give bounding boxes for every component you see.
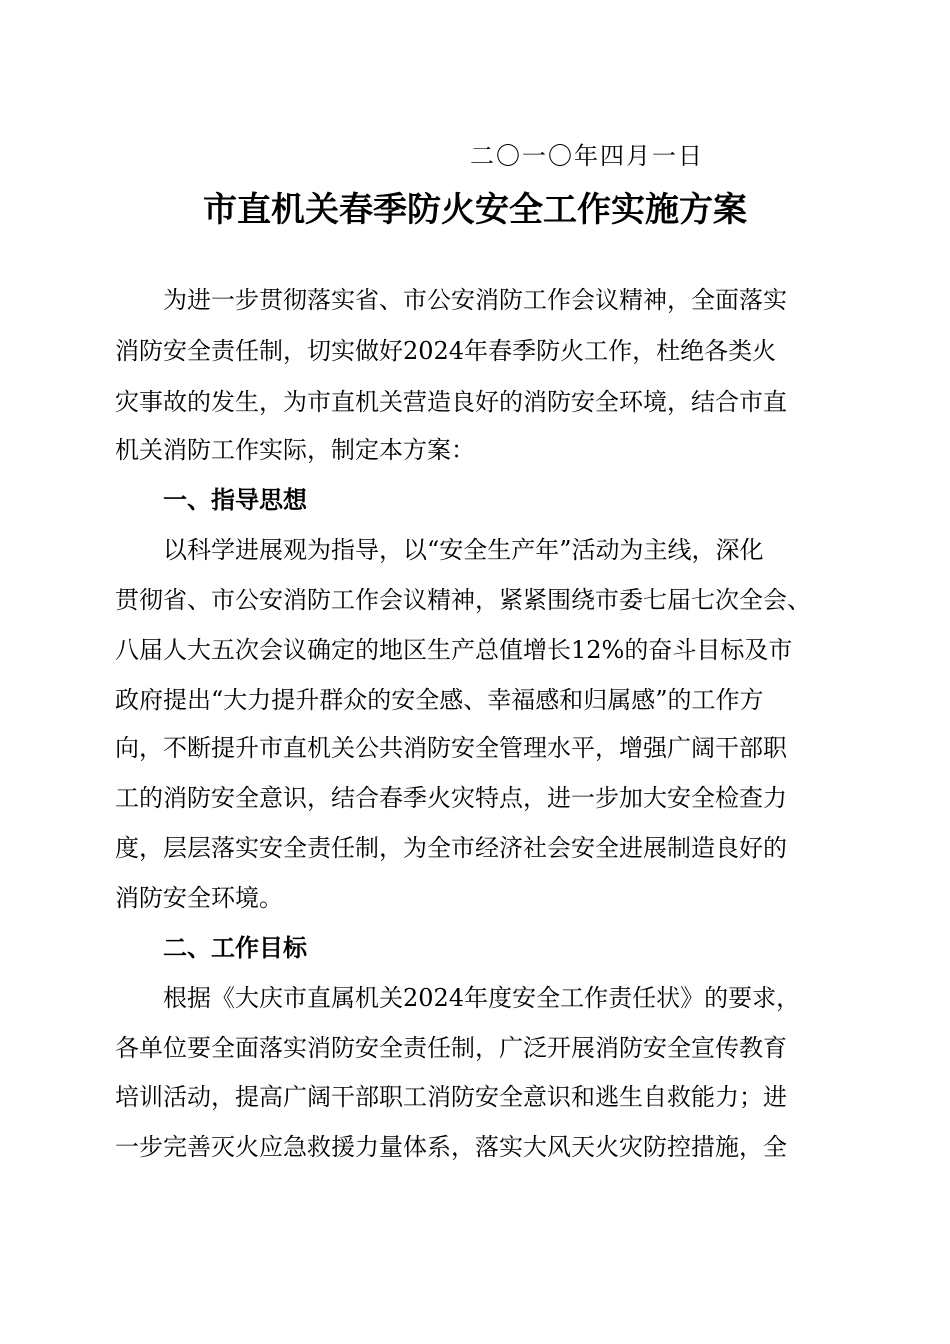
paragraph-line: 根据《大庆市直属机关2024年度安全工作责任状》的要求， [163, 984, 801, 1012]
paragraph-line: 度，层层落实安全责任制，为全市经济社会安全进展制造良好的 [115, 834, 787, 862]
paragraph-line: 以科学进展观为指导，以“安全生产年”活动为主线，深化 [163, 536, 764, 564]
section-heading: 二、工作目标 [163, 934, 307, 962]
paragraph-line: 为进一步贯彻落实省、市公安消防工作会议精神，全面落实 [163, 286, 787, 314]
paragraph-line: 消防安全责任制，切实做好2024年春季防火工作，杜绝各类火 [115, 337, 777, 365]
paragraph-line: 一步完善灭火应急救援力量体系，落实大风天火灾防控措施，全 [115, 1133, 787, 1161]
section-heading: 一、指导思想 [163, 486, 307, 514]
document-title: 市直机关春季防火安全工作实施方案 [203, 190, 747, 230]
document-date: 二〇一〇年四月一日 [470, 142, 704, 170]
paragraph-line: 贯彻省、市公安消防工作会议精神，紧紧围绕市委七届七次全会、 [115, 586, 811, 614]
paragraph-line: 消防安全环境。 [115, 884, 283, 912]
paragraph-line: 八届人大五次会议确定的地区生产总值增长12%的奋斗目标及市 [115, 636, 793, 664]
paragraph-line: 政府提出“大力提升群众的安全感、幸福感和归属感”的工作方 [115, 686, 764, 714]
paragraph-line: 向，不断提升市直机关公共消防安全管理水平，增强广阔干部职 [115, 734, 787, 762]
paragraph-line: 机关消防工作实际，制定本方案： [115, 436, 475, 464]
paragraph-line: 培训活动，提高广阔干部职工消防安全意识和逃生自救能力；进 [115, 1083, 787, 1111]
paragraph-line: 各单位要全面落实消防安全责任制，广泛开展消防安全宣传教育 [115, 1034, 787, 1062]
paragraph-line: 灾事故的发生，为市直机关营造良好的消防安全环境，结合市直 [115, 388, 787, 416]
paragraph-line: 工的消防安全意识，结合春季火灾特点，进一步加大安全检查力 [115, 784, 787, 812]
